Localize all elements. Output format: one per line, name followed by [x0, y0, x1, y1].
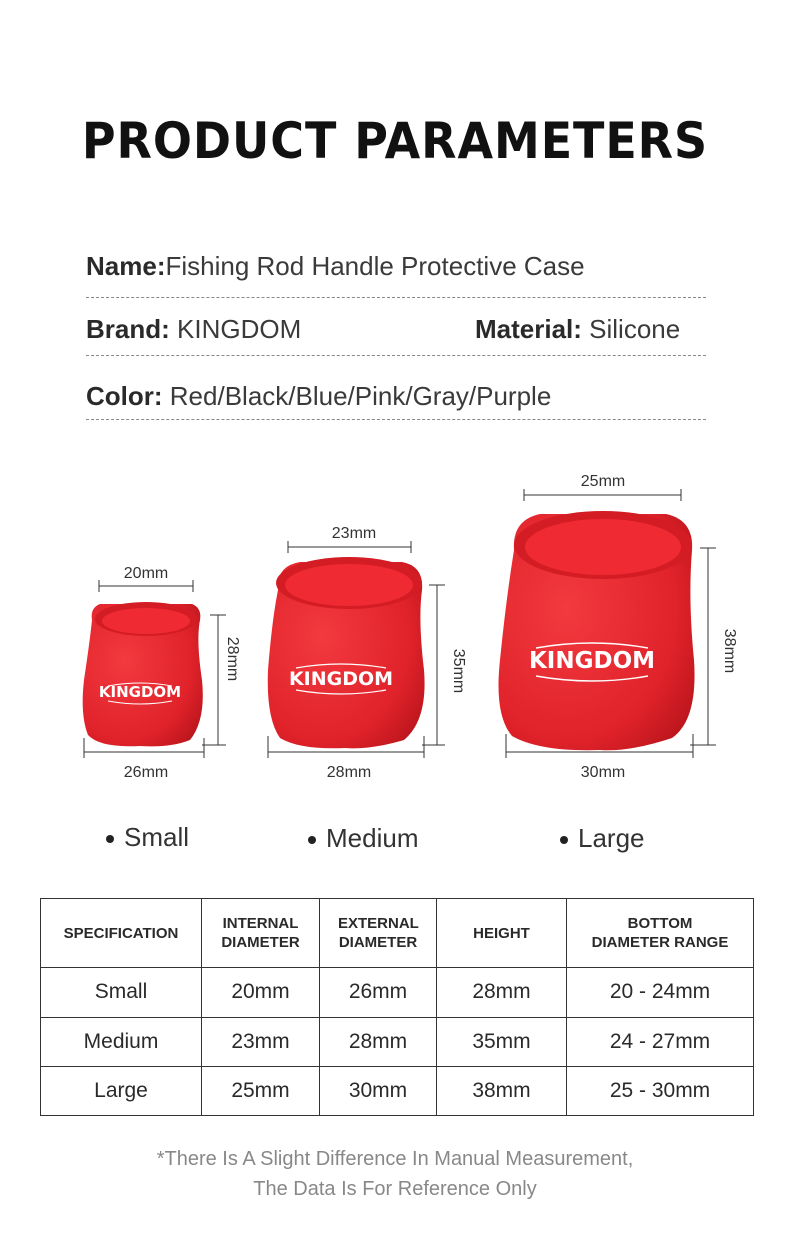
table-header-row [41, 899, 754, 968]
small-top-dim: 20mm [123, 565, 169, 582]
product-size-diagram [0, 460, 790, 780]
table-cell: Small [41, 968, 202, 1017]
page-title: PRODUCT PARAMETERS [81, 112, 709, 170]
param-material-row [475, 314, 715, 345]
table-row [41, 1066, 754, 1115]
brand-label: Brand: [86, 314, 170, 344]
table-cell: 28mm [320, 1017, 437, 1066]
name-value: Fishing Rod Handle Protective Case [165, 251, 585, 281]
name-label: Name: [86, 251, 166, 281]
color-value: Red/Black/Blue/Pink/Gray/Purple [169, 381, 552, 411]
large-logo: KINGDOM [528, 648, 656, 674]
table-cell: Large [41, 1066, 202, 1115]
table-header: HEIGHT [437, 899, 567, 968]
spec-table [40, 898, 754, 1116]
table-cell: 38mm [437, 1066, 567, 1115]
divider [86, 355, 706, 356]
divider [86, 297, 706, 298]
param-name-row [86, 251, 706, 282]
size-medium-text: Medium [326, 823, 419, 853]
material-label: Material: [475, 314, 582, 344]
small-logo: KINGDOM [98, 683, 182, 701]
color-label: Color: [86, 381, 163, 411]
bullet-icon [106, 835, 114, 843]
header-text: INTERNAL DIAMETER [221, 915, 300, 952]
table-cell: 28mm [437, 968, 567, 1017]
medium-bottom-dim: 28mm [326, 764, 372, 781]
small-cup [83, 602, 203, 746]
large-bottom-dim: 30mm [580, 764, 626, 781]
medium-top-dim: 23mm [331, 525, 377, 542]
table-cell: 23mm [202, 1017, 320, 1066]
table-header [320, 899, 437, 968]
table-cell: 25 - 30mm [567, 1066, 754, 1115]
table-cell: 35mm [437, 1017, 567, 1066]
header-text: EXTERNAL DIAMETER [338, 915, 419, 952]
table-cell: 20mm [202, 968, 320, 1017]
large-top-dim: 25mm [580, 473, 626, 490]
table-cell: 24 - 27mm [567, 1017, 754, 1066]
size-medium-label [308, 823, 418, 854]
small-height-dim: 28mm [224, 636, 241, 682]
table-cell: 30mm [320, 1066, 437, 1115]
size-large-label [560, 823, 645, 854]
size-small-text: Small [124, 822, 190, 852]
table-cell: 20 - 24mm [567, 968, 754, 1017]
table-cell: Medium [41, 1017, 202, 1066]
table-cell: 25mm [202, 1066, 320, 1115]
bullet-icon [308, 836, 316, 844]
medium-cup [268, 557, 425, 748]
size-small-label [106, 822, 189, 853]
disclaimer-line-1: *There Is A Slight Difference In Manual Measurement, [156, 1148, 634, 1170]
large-cup [499, 511, 695, 750]
bullet-icon [560, 836, 568, 844]
table-row [41, 1017, 754, 1066]
table-header [567, 899, 754, 968]
header-text: BOTTOM DIAMETER RANGE [591, 915, 729, 952]
medium-height-dim: 35mm [450, 648, 467, 694]
disclaimer-line-2: The Data Is For Reference Only [253, 1178, 537, 1200]
size-large-text: Large [578, 823, 645, 853]
param-color-row [86, 381, 706, 412]
divider [86, 419, 706, 420]
table-row [41, 968, 754, 1017]
table-cell: 26mm [320, 968, 437, 1017]
material-value: Silicone [589, 314, 681, 344]
table-header [202, 899, 320, 968]
large-height-dim: 38mm [721, 628, 738, 674]
medium-logo: KINGDOM [288, 668, 394, 690]
table-header: SPECIFICATION [41, 899, 202, 968]
brand-value: KINGDOM [177, 314, 302, 344]
small-bottom-dim: 26mm [123, 764, 169, 781]
